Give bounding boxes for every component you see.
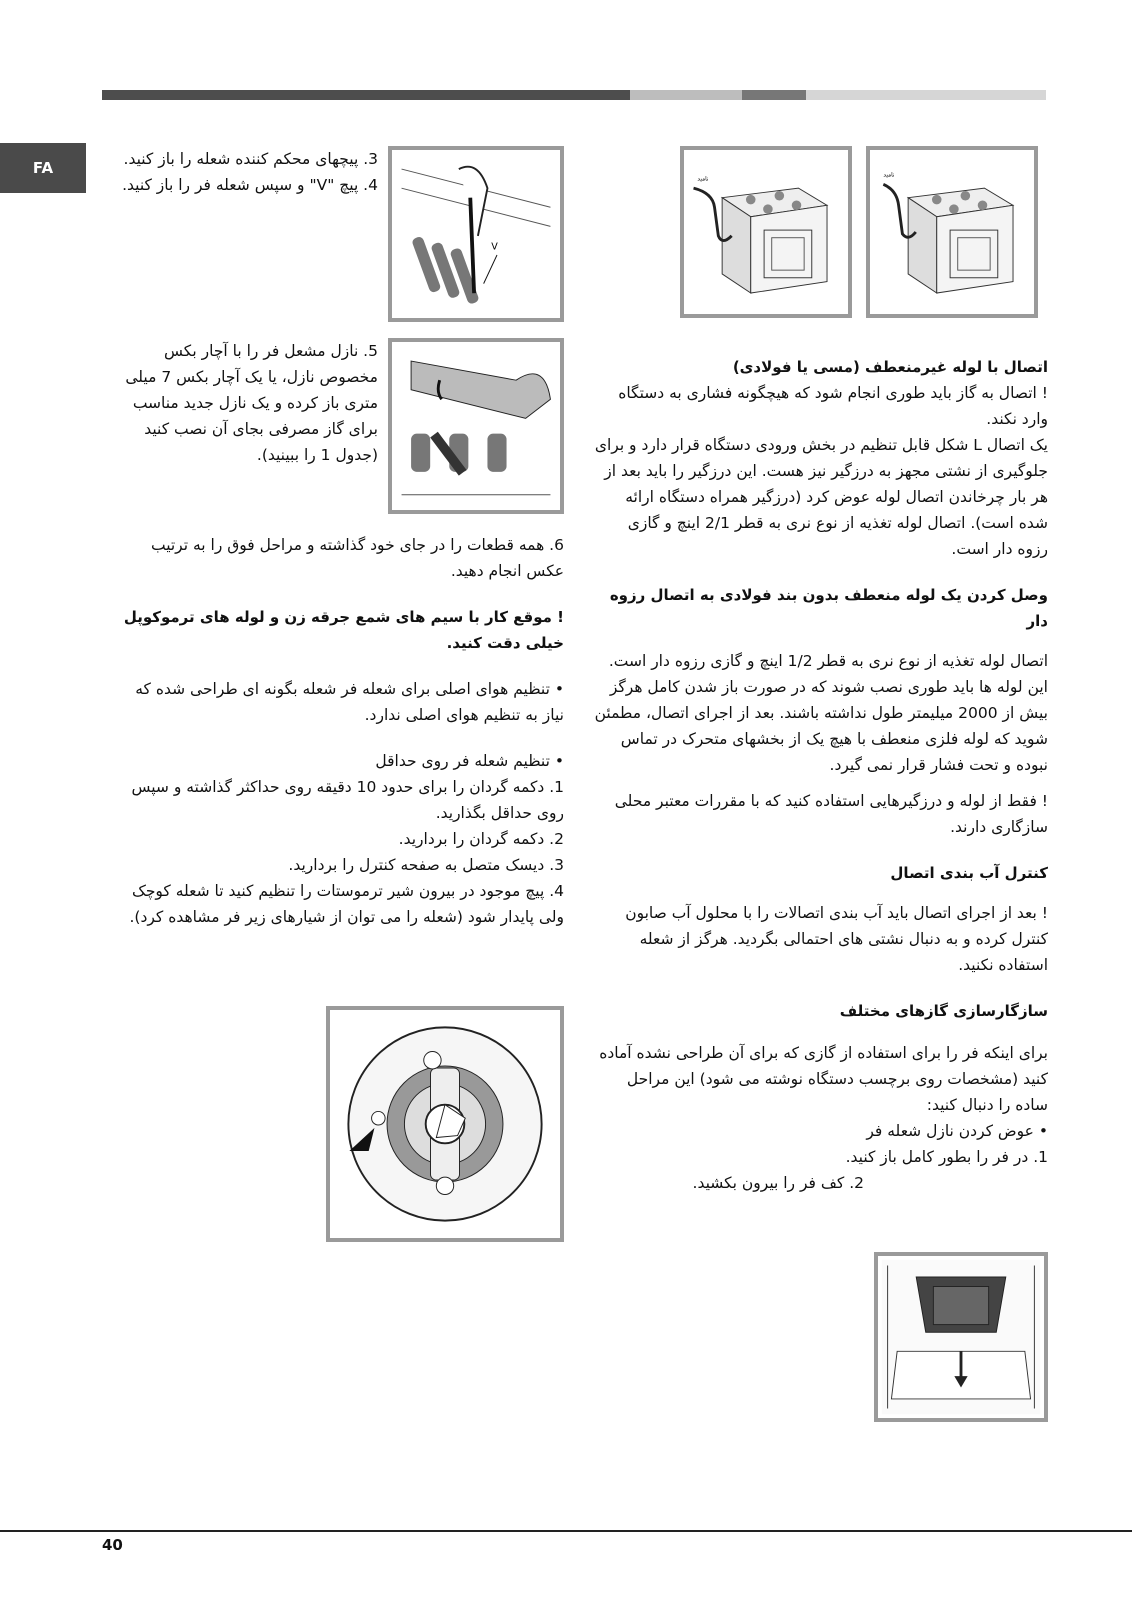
figure-thermostat-valve — [326, 1006, 564, 1242]
figure-label: نامید — [697, 176, 709, 183]
warning-note: ! فقط از لوله و درزگیرهایی استفاده کنید که با مقررات معتبر محلی سازگاری دارند. — [614, 792, 1048, 836]
figure-oven-connection-1 — [680, 146, 852, 318]
bullet-item: • تنظیم شعله فر روی حداقل — [375, 752, 564, 770]
figure-oven-floor — [874, 1252, 1048, 1422]
bullet-item: • تنظیم هوای اصلی برای شعله فر شعله بگونه ای طراحی شده که نیاز به تنظیم هوای اصلی ندارد. — [135, 680, 564, 724]
figure-oven-connection-2 — [866, 146, 1038, 318]
section-title-rigid-pipe: اتصال با لوله غیرمنعطف (مسی یا فولادی) — [732, 358, 1048, 376]
paragraph: یک اتصال L شکل قابل تنظیم در بخش ورودی دستگاه قرار دارد و برای جلوگیری از نشتی مجهز به درزگیر نیز هست. این درزگیر را باید بعد از هر بار چرخاندن اتصال لوله عوض کرد (درزگیر همراه دستگاه ارائه شده است). اتصال لوله تغذیه از نوع نری به قطر 2/1 اینچ و گازی رزوه دار است. — [594, 436, 1048, 558]
paragraph: ! اتصال به گاز باید طوری انجام شود که هیچگونه فشاری به دستگاه وارد نکند. — [618, 384, 1048, 428]
warning-heading: ! موقع کار با سیم های شمع جرقه زن و لوله های ترموکوپل خیلی دقت کنید. — [123, 608, 564, 652]
warning-note: ! بعد از اجرای اتصال باید آب بندی اتصالات را با محلول آب صابون کنترل کرده و به دنبال نشتی های احتمالی بگردید. هرگز از شعله استفاده نکنید. — [625, 904, 1048, 974]
step-item: 2. دکمه گردان را بردارید. — [398, 830, 564, 848]
paragraph: اتصال لوله تغذیه از نوع نری به قطر 1/2 اینچ و گازی رزوه دار است. — [608, 652, 1048, 670]
left-steps-top — [114, 146, 378, 198]
step-item: 5. نازل مشعل فر را با آچار بکس مخصوص نازل، یا یک آچار بکس 7 میلی متری باز کرده و یک نازل جدید مناسب برای گاز مصرفی بجای آن نصب کنید (جدول 1 را ببینید). — [125, 342, 378, 464]
step-item: 3. دیسک متصل به صفحه کنترل را بردارید. — [288, 856, 564, 874]
paragraph: برای اینکه فر را برای استفاده از گازی که برای آن طراحی نشده آماده کنید (مشخصات روی برچسب دستگاه نوشته می شود) این مراحل ساده را دنبال کنید: — [599, 1044, 1048, 1114]
figure-label: نامید — [883, 172, 895, 179]
left-step5 — [110, 338, 378, 468]
step-item: 1. دکمه گردان را برای حدود 10 دقیقه روی حداکثر گذاشته و سپس روی حداقل بگذارید. — [131, 778, 564, 822]
figure-nozzle-wrench — [388, 338, 564, 514]
step-item: 1. در فر را بطور کامل باز کنید. — [845, 1148, 1048, 1166]
language-tab: FA — [0, 143, 86, 193]
step-item: 4. پیچ "V" و سپس شعله فر را باز کنید. — [122, 176, 378, 194]
section-title-gas-adaptation: سازگارسازی گازهای مختلف — [839, 1002, 1048, 1020]
page-number: 40 — [102, 1536, 123, 1554]
step-item: 3. پیچهای محکم کننده شعله را باز کنید. — [123, 150, 378, 168]
step-item: 2. کف فر را بیرون بکشید. — [692, 1174, 864, 1192]
figure-burner-screws — [388, 146, 564, 322]
step-item: 6. همه قطعات را در جای خود گذاشته و مراحل فوق را به ترتیب عکس انجام دهید. — [150, 536, 564, 580]
header-bar — [102, 90, 1046, 100]
section-title-flexible-pipe: وصل کردن یک لوله منعطف بدون بند فولادی به اتصال رزوه دار — [609, 586, 1048, 630]
bullet-item: • عوض کردن نازل شعله فر — [866, 1122, 1048, 1140]
nozzle-v-label: V — [491, 241, 498, 253]
left-column-text — [110, 532, 564, 930]
paragraph: این لوله ها باید طوری نصب شوند که در صورت باز شدن کامل هرگز بیش از 2000 میلیمتر طول نداشته باشند. بعد از اجرای اتصال، مطمئن شوید که لوله فلزی منعطف با هیچ یک از بخشهای متحرک در تماس نبوده و تحت فشار قرار نمی گیرد. — [594, 678, 1048, 774]
section-title-leak-check: کنترل آب بندی اتصال — [890, 864, 1048, 882]
right-column — [594, 354, 1048, 1196]
step-item: 4. پیچ موجود در بیرون شیر ترموستات را تنظیم کنید تا شعله کوچک ولی پایدار شود (شعله را می توان از شیارهای زیر فر مشاهده کرد). — [129, 882, 564, 926]
footer-line — [0, 1530, 1132, 1532]
